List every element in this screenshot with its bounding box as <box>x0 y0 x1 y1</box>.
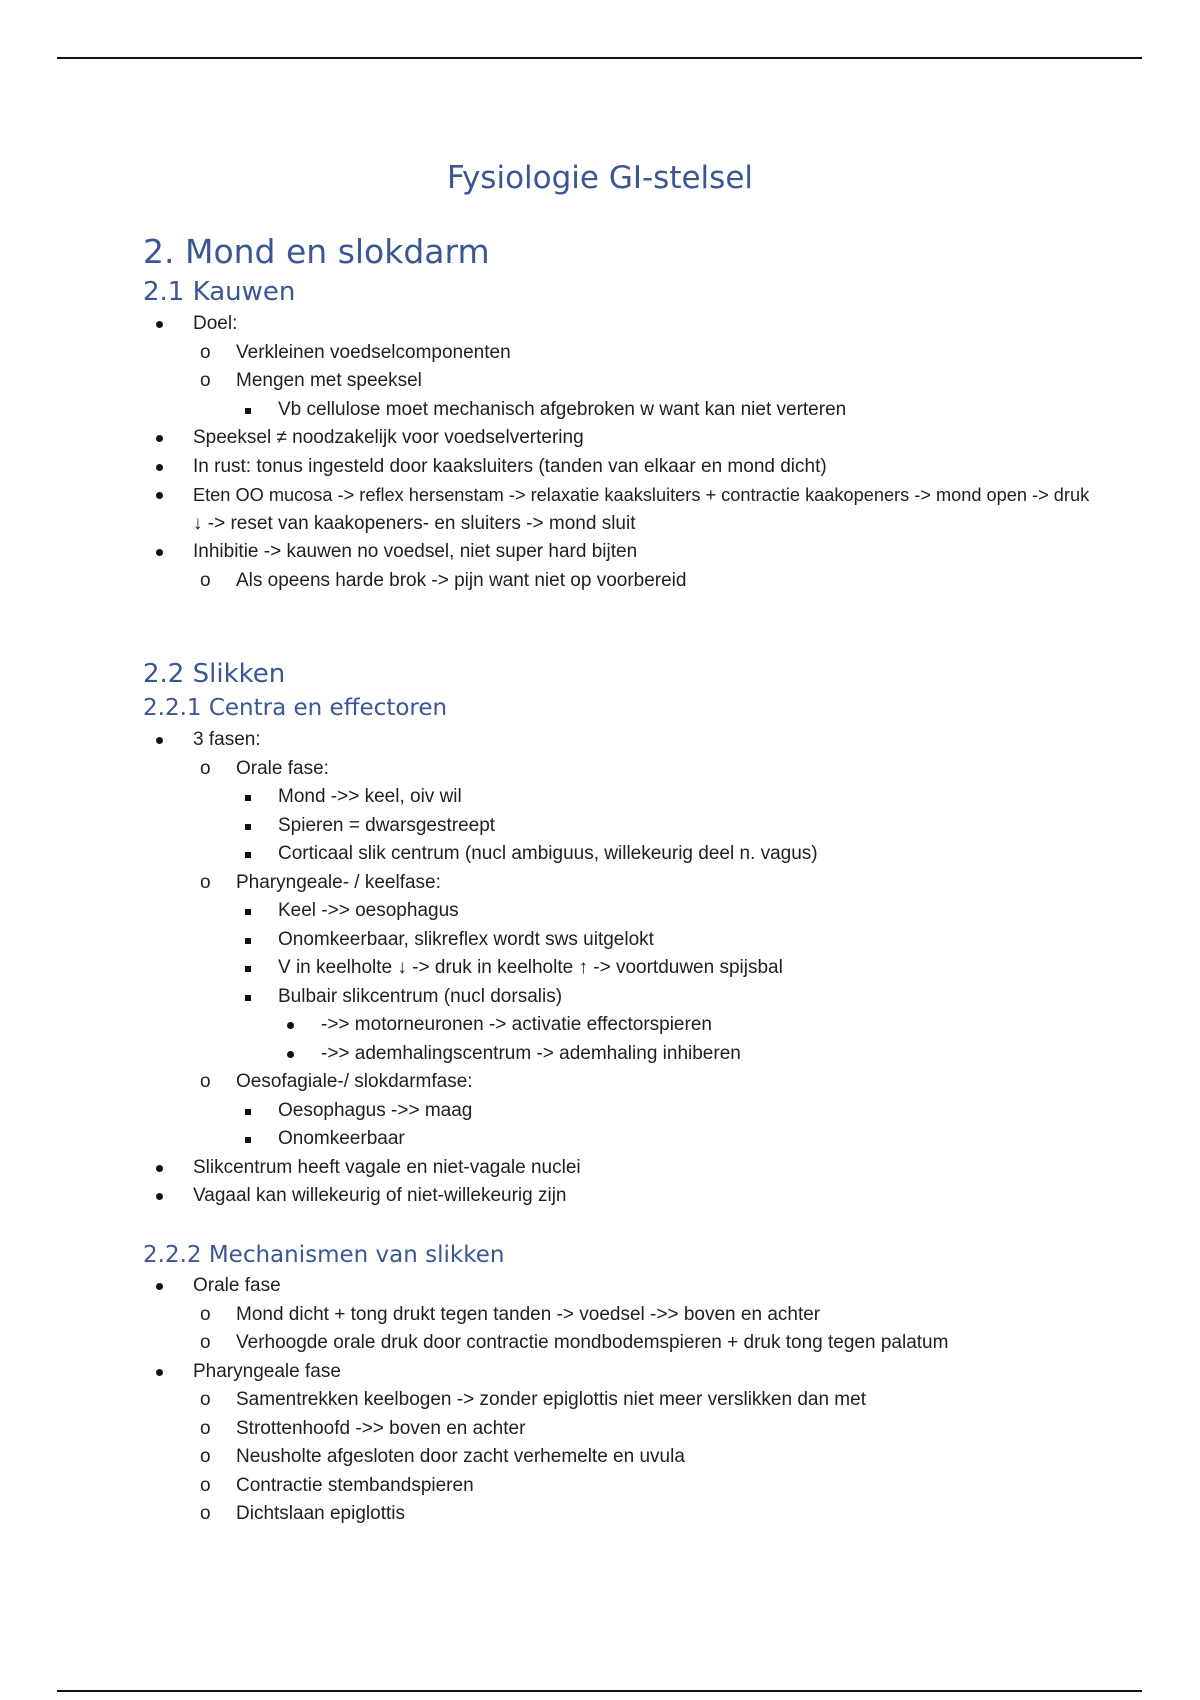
list-item: Onomkeerbaar, slikreflex wordt sws uitgelokt <box>0 926 818 955</box>
list-item: V in keelholte ↓ -> druk in keelholte ↑ -> voortduwen spijsbal <box>0 954 818 983</box>
list-item: Mond ->> keel, oiv wil <box>0 783 818 812</box>
kauwen-list <box>0 310 1089 595</box>
circle-bullet-icon: o <box>200 1446 211 1467</box>
list-item: Doel: <box>0 310 1089 339</box>
subsection-heading-centra: 2.2.1 Centra en effectoren <box>143 695 448 721</box>
list-item: Orale fase <box>0 1272 948 1301</box>
mechanismen-list <box>0 1272 948 1529</box>
list-item: ->> motorneuronen -> activatie effectorspieren <box>0 1011 818 1040</box>
centra-list <box>0 726 818 1211</box>
footer-rule <box>57 1690 1142 1692</box>
square-bullet-icon <box>245 824 251 830</box>
list-item: In rust: tonus ingesteld door kaaksluiters (tanden van elkaar en mond dicht) <box>0 453 1089 482</box>
bullet-icon <box>156 321 163 328</box>
bullet-icon <box>156 737 163 744</box>
circle-bullet-icon: o <box>200 1071 211 1092</box>
list-item: o Mengen met speeksel <box>0 367 1089 396</box>
list-item: Slikcentrum heeft vagale en niet-vagale nuclei <box>0 1154 818 1183</box>
bullet-icon <box>156 1283 163 1290</box>
bullet-icon <box>156 492 163 499</box>
chapter-heading: 2. Mond en slokdarm <box>143 232 490 271</box>
section-heading-slikken: 2.2 Slikken <box>143 659 286 689</box>
list-item: o Verkleinen voedselcomponenten <box>0 339 1089 368</box>
bullet-icon <box>287 1022 294 1029</box>
list-item: Bulbair slikcentrum (nucl dorsalis) <box>0 983 818 1012</box>
list-item: o Oesofagiale-/ slokdarmfase: <box>0 1068 818 1097</box>
list-item: 3 fasen: <box>0 726 818 755</box>
circle-bullet-icon: o <box>200 1417 211 1439</box>
circle-bullet-icon: o <box>200 1474 211 1496</box>
list-item: o Contractie stembandspieren <box>0 1472 948 1501</box>
circle-bullet-icon: o <box>200 1503 211 1524</box>
list-item: o Dichtslaan epiglottis <box>0 1500 948 1529</box>
bullet-icon <box>156 1165 163 1172</box>
bullet-icon <box>156 1193 163 1200</box>
list-item: Vb cellulose moet mechanisch afgebroken w want kan niet verteren <box>0 396 1089 425</box>
square-bullet-icon <box>245 1109 251 1115</box>
list-item: o Strottenhoofd ->> boven en achter <box>0 1415 948 1444</box>
list-item: o Mond dicht + tong drukt tegen tanden -> voedsel ->> boven en achter <box>0 1301 948 1330</box>
list-item: Spieren = dwarsgestreept <box>0 812 818 841</box>
list-item: Pharyngeale fase <box>0 1358 948 1387</box>
circle-bullet-icon: o <box>200 341 211 363</box>
square-bullet-icon <box>245 408 251 414</box>
square-bullet-icon <box>245 795 251 801</box>
list-item: o Verhoogde orale druk door contractie mondbodemspieren + druk tong tegen palatum <box>0 1329 948 1358</box>
circle-bullet-icon: o <box>200 1389 211 1410</box>
circle-bullet-icon: o <box>200 757 211 779</box>
square-bullet-icon <box>245 909 251 915</box>
section-heading-kauwen: 2.1 Kauwen <box>143 277 296 307</box>
list-item: Corticaal slik centrum (nucl ambiguus, willekeurig deel n. vagus) <box>0 840 818 869</box>
circle-bullet-icon: o <box>200 569 211 591</box>
list-item: Eten OO mucosa -> reflex hersenstam -> relaxatie kaaksluiters + contractie kaakopeners -> mond open -> druk <box>0 481 1089 510</box>
square-bullet-icon <box>245 852 251 858</box>
square-bullet-icon <box>245 966 251 972</box>
list-item: Speeksel ≠ noodzakelijk voor voedselvertering <box>0 424 1089 453</box>
list-item: Vagaal kan willekeurig of niet-willekeurig zijn <box>0 1182 818 1211</box>
document-title: Fysiologie GI-stelsel <box>446 160 754 196</box>
list-item-continuation: ↓ -> reset van kaakopeners- en sluiters -> mond sluit <box>193 512 636 534</box>
square-bullet-icon <box>245 938 251 944</box>
subsection-heading-mechanismen: 2.2.2 Mechanismen van slikken <box>143 1242 505 1268</box>
list-item: o Als opeens harde brok -> pijn want niet op voorbereid <box>0 567 1089 596</box>
square-bullet-icon <box>245 995 251 1001</box>
circle-bullet-icon: o <box>200 1303 211 1325</box>
list-item: o Neusholte afgesloten door zacht verhemelte en uvula <box>0 1443 948 1472</box>
circle-bullet-icon: o <box>200 1332 211 1353</box>
bullet-icon <box>156 464 163 471</box>
bullet-icon <box>156 1369 163 1376</box>
circle-bullet-icon: o <box>200 370 211 391</box>
square-bullet-icon <box>245 1137 251 1143</box>
list-item: ->> ademhalingscentrum -> ademhaling inhiberen <box>0 1040 818 1069</box>
bullet-icon <box>156 549 163 556</box>
list-item: o Samentrekken keelbogen -> zonder epiglottis niet meer verslikken dan met <box>0 1386 948 1415</box>
list-item: o Pharyngeale- / keelfase: <box>0 869 818 898</box>
list-item: Inhibitie -> kauwen no voedsel, niet super hard bijten <box>0 538 1089 567</box>
list-item: Keel ->> oesophagus <box>0 897 818 926</box>
circle-bullet-icon: o <box>200 871 211 893</box>
header-rule <box>57 57 1142 59</box>
list-item: Onomkeerbaar <box>0 1125 818 1154</box>
bullet-icon <box>156 435 163 442</box>
list-item: Oesophagus ->> maag <box>0 1097 818 1126</box>
list-item: o Orale fase: <box>0 755 818 784</box>
bullet-icon <box>287 1051 294 1058</box>
